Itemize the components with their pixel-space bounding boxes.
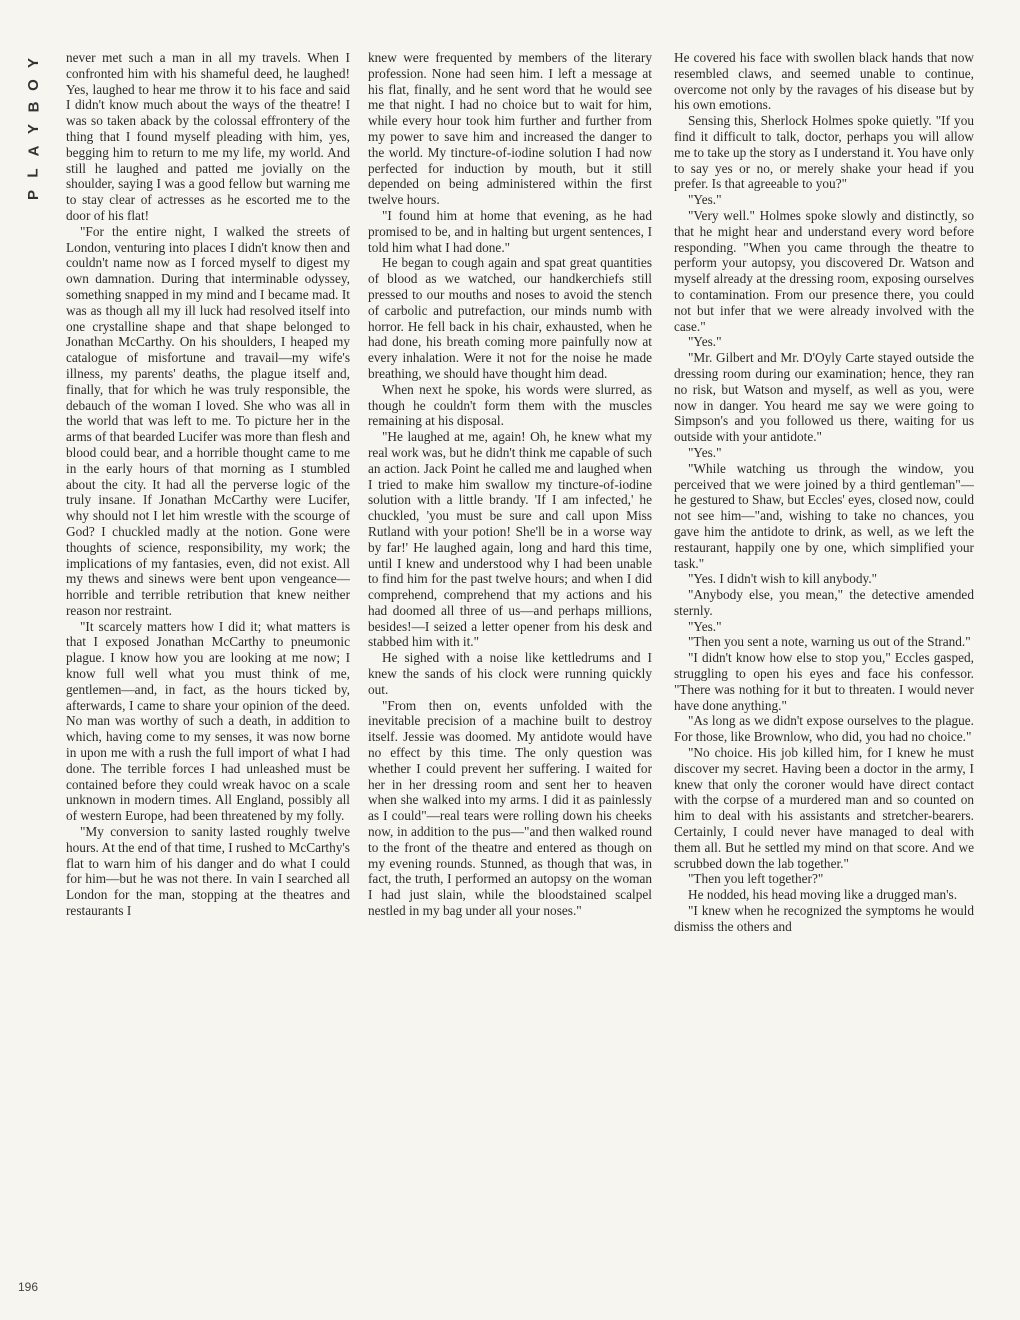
paragraph: He covered his face with swollen black hands that now resembled claws, and seemed unable to continue, overcome not only by the ravages of his disease but by his own emotions. [674,50,974,113]
paragraph: "Yes." [688,444,722,460]
paragraph: "I didn't know how else to stop you," Eccles gasped, struggling to open his eyes and face his confessor. "There was nothing for it but to threaten. I would never have done anything." [674,650,974,713]
paragraph: He began to cough again and spat great quantities of blood as we watched, our handkerchiefs still pressed to our mouths and noses to avoid the stench of carbolic and putrefaction, our minds numb with horror. He fell back in his chair, exhausted, when he had done, his breath coming more painfully now at every inhalation. Were it not for the noise he made breathing, we should have thought him dead. [368,255,652,381]
paragraph: He nodded, his head moving like a drugged man's. [688,887,958,903]
masthead-letter: Y [24,123,42,135]
masthead-letter: L [24,168,42,178]
page-number: 196 [18,1280,39,1294]
paragraph: "Then you sent a note, warning us out of the Strand." [688,634,971,650]
masthead [22,52,46,206]
paragraph: "I knew when he recognized the symptoms he would dismiss the others and [674,903,974,934]
column-1 [66,50,350,1312]
masthead-letter: P [24,189,42,201]
masthead-letter: B [25,101,42,113]
paragraph: "My conversion to sanity lasted roughly twelve hours. At the end of that time, I rushed to McCarthy's flat to warn him of his danger and do what I could for him—but he was not there. In vain I searched all London for the man, stopping at the theatres and restaurants I [66,824,350,919]
paragraph: "He laughed at me, again! Oh, he knew what my real work was, but he didn't think me capable of such an action. Jack Point he called me and laughed when I tried to make him swallow my tincture-of-iodine solution with a little brandy. 'If I am infected,' he chuckled, 'you must be sure and call upon Miss Rutland with your potion! She'll be in a worse way by far!' He laughed again, long and hard this time, until I knew and understood why I had been unable to find him for the past twelve hours; and when I did comprehend, comprehend that my actions and his had doomed all three of us—and perhaps millions, besides!—I seized a letter opener from his desk and stabbed him with it." [368,429,652,650]
paragraph: He sighed with a noise like kettledrums and I knew the sands of his clock were running quickly out. [368,650,652,697]
column-2 [368,50,652,1312]
masthead-letter: O [24,79,42,91]
masthead-letter: A [25,145,42,157]
paragraph: never met such a man in all my travels. When I confronted him with his shameful deed, he laughed! Yes, laughed to hear me throw it to his face and said I didn't know much about the ways of the theatre! I was so taken aback by the colossal effrontery of the thing that I found myself pleading with him, yes, begging him to return to me my life, my world. And still he laughed and patted me jovially on the shoulder, saying I was a good fellow but warning me to stay clear of actresses as he escorted me to the door of his flat! [66,50,350,223]
paragraph: "From then on, events unfolded with the inevitable precision of a machine built to destroy itself. Jessie was doomed. My antidote would have no effect by this time. The only question was whether I could prevent her suffering. I waited for her in her dressing room and sent her to heaven when she walked into my arms. I did it as painlessly as I could"—real tears were rolling down his cheeks now, in addition to the pus—"and then walked round to the front of the theatre and entered as though on my evening rounds. Stunned, as though that was, in fact, the truth, I performed an autopsy on the woman I had just slain, while the bloodstained scalpel nestled in my bag under all your noses." [368,697,652,919]
paragraph: "I found him at home that evening, as he had promised to be, and in halting but urgent sentences, I told him what I had done." [368,207,652,255]
paragraph: "Yes." [688,618,722,634]
paragraph: "Yes." [688,334,722,350]
paragraph: "Yes. I didn't wish to kill anybody." [688,571,878,587]
paragraph: "Mr. Gilbert and Mr. D'Oyly Carte stayed outside the dressing room during our examination; hence, they ran no risk, but Watson and myself, as well as you, were now in danger. You heard me say we were going to Simpson's and you followed us there, waiting for us outside with your antidote." [674,350,974,445]
paragraph: Sensing this, Sherlock Holmes spoke quietly. "If you find it difficult to talk, doctor, perhaps you will allow me to take up the story as I understand it. You have only to say yes or no, or merely shake your head if you prefer. Is that agreeable to you?" [674,113,974,192]
column-3 [674,50,974,1312]
paragraph: "Anybody else, you mean," the detective amended sternly. [674,587,974,618]
paragraph: "Very well." Holmes spoke slowly and distinctly, so that he might hear and understand every word before responding. "When you came through the theatre to perform your autopsy, you discovered Dr. Watson and myself already at the dressing room, exposing ourselves to contamination. From our presence there, you could not but infer that we were already involved with the case." [674,207,974,334]
masthead-letter: Y [24,57,42,69]
paragraph: "No choice. His job killed him, for I knew he must discover my secret. Having been a doctor in the army, I knew that only the coroner would have direct contact with the corpse of a murdered man and so counted on him to deal with his assistants and stretcher-bearers. Certainly, I could never have managed to deal with them all. But he settled my mind on that score. And we scrubbed down the lab together." [674,745,974,871]
paragraph: "Yes." [688,192,722,208]
paragraph: "As long as we didn't expose ourselves to the plague. For those, like Brownlow, who did, you had no choice." [674,713,974,745]
paragraph: knew were frequented by members of the literary profession. None had seen him. I left a message at his flat, finally, and he sent word that he would see me that night. I had no choice but to wait for him, while every hour took him further and further from my power to save him and increased the danger to the world. My tincture-of-iodine solution I had now perfected for induction by mouth, but it still depended on being administered within the first twelve hours. [368,50,652,208]
paragraph: "For the entire night, I walked the streets of London, venturing into places I didn't know then and couldn't name now as I forced myself to digest my own damnation. During that interminable odyssey, something snapped in my mind and I became mad. It was as though all my ill luck had resolved itself into one crystalline shape and that shape belonged to Jonathan McCarthy. On his shoulders, I heaped my catalogue of misfortune and travail—my wife's illness, my parents' deaths, the plague itself and, finally, that for which he was truly responsible, the debauch of the woman I loved. She who was all in the world that was left to me. To picture her in the arms of that bearded Lucifer was more than flesh and blood could bear, and a horrible thought came to me in the early hours of that morning as I stumbled about the city. It had all the perverse logic of the truly insane. If Jonathan McCarthy were Lucifer, why should not I let him wrestle with the scourge of God? I chuckled madly at the notion. Gone were thoughts of science, responsibility, my work; the implications of my fantasies, even, did not exist. All my thews and sinews were bent upon vengeance—horrible and terrible retribution that knew neither reason nor restraint. [66,223,350,618]
paragraph: "Then you left together?" [688,871,824,887]
paragraph: "While watching us through the window, you perceived that we were joined by a third gentleman"—he gestured to Shaw, but Eccles' eyes, closed now, could not see him—"and, wishing to take no chances, you gave him the antidote to drink, as well, as we left the restaurant, happily one by one, which simplified your task." [674,460,974,571]
paragraph: "It scarcely matters how I did it; what matters is that I exposed Jonathan McCarthy to pneumonic plague. I know how you are looking at me now; I know full well what you must think of me, gentlemen—and, in fact, as the hours ticked by, afterwards, I came to share your opinion of the deed. No man was worthy of such a death, in addition to which, having come to my senses, it was now borne in upon me with a rush the full import of what I had done. The terrible forces I had unleashed must be contained before they could wreak havoc on a scale unknown in modern times. All England, possibly all of western Europe, had been threatened by my folly. [66,618,350,824]
paragraph: When next he spoke, his words were slurred, as though he couldn't form them with the muscles remaining at his disposal. [368,381,652,429]
